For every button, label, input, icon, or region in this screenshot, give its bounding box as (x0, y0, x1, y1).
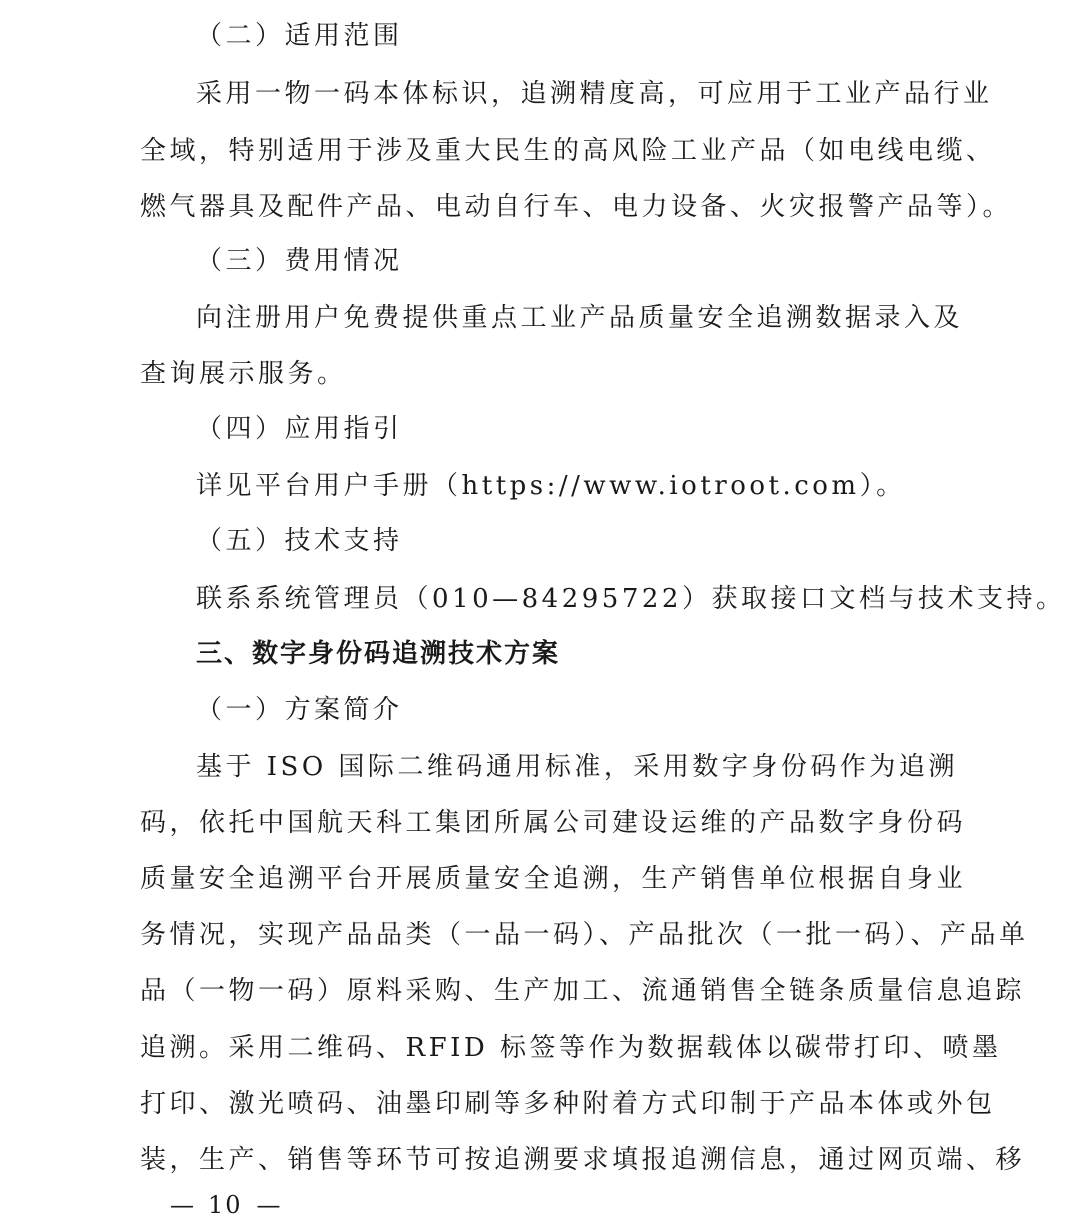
paragraph-line: 追溯。采用二维码、RFID 标签等作为数据载体以碳带打印、喷墨 (140, 1033, 1002, 1063)
section-heading-fees: （三）费用情况 (196, 246, 403, 276)
paragraph-line: 采用一物一码本体标识，追溯精度高，可应用于工业产品行业 (196, 79, 993, 109)
section-heading-guide: （四）应用指引 (196, 414, 403, 444)
paragraph-line: 联系系统管理员（010—84295722）获取接口文档与技术支持。 (196, 584, 1066, 614)
chapter-heading-digital-id-plan: 三、数字身份码追溯技术方案 (196, 639, 561, 669)
footer-dash-left: — (170, 1191, 194, 1219)
paragraph-line: 查询展示服务。 (140, 359, 347, 389)
footer-dash-right: — (256, 1191, 281, 1219)
paragraph-line: 装，生产、销售等环节可按追溯要求填报追溯信息，通过网页端、移 (140, 1145, 1026, 1175)
paragraph-line: 品（一物一码）原料采购、生产加工、流通销售全链条质量信息追踪 (140, 976, 1026, 1006)
paragraph-line: 基于 ISO 国际二维码通用标准，采用数字身份码作为追溯 (196, 752, 958, 782)
section-heading-support: （五）技术支持 (196, 526, 403, 556)
paragraph-line: 详见平台用户手册（https://www.iotroot.com）。 (196, 471, 906, 501)
paragraph-line: 码，依托中国航天科工集团所属公司建设运维的产品数字身份码 (140, 808, 967, 838)
paragraph-line: 打印、激光喷码、油墨印刷等多种附着方式印制于产品本体或外包 (140, 1089, 996, 1119)
paragraph-line: 燃气器具及配件产品、电动自行车、电力设备、火灾报警产品等）。 (140, 192, 1013, 222)
paragraph-line: 质量安全追溯平台开展质量安全追溯，生产销售单位根据自身业 (140, 864, 967, 894)
page-footer (170, 1190, 281, 1220)
section-heading-plan-intro: （一）方案简介 (196, 695, 403, 725)
paragraph-line: 务情况，实现产品品类（一品一码）、产品批次（一批一码）、产品单 (140, 920, 1029, 950)
page-number: 10 (208, 1191, 243, 1219)
paragraph-line: 向注册用户免费提供重点工业产品质量安全追溯数据录入及 (196, 303, 964, 333)
paragraph-line: 全域，特别适用于涉及重大民生的高风险工业产品（如电线电缆、 (140, 136, 996, 166)
section-heading-applicable-scope: （二）适用范围 (196, 21, 403, 51)
